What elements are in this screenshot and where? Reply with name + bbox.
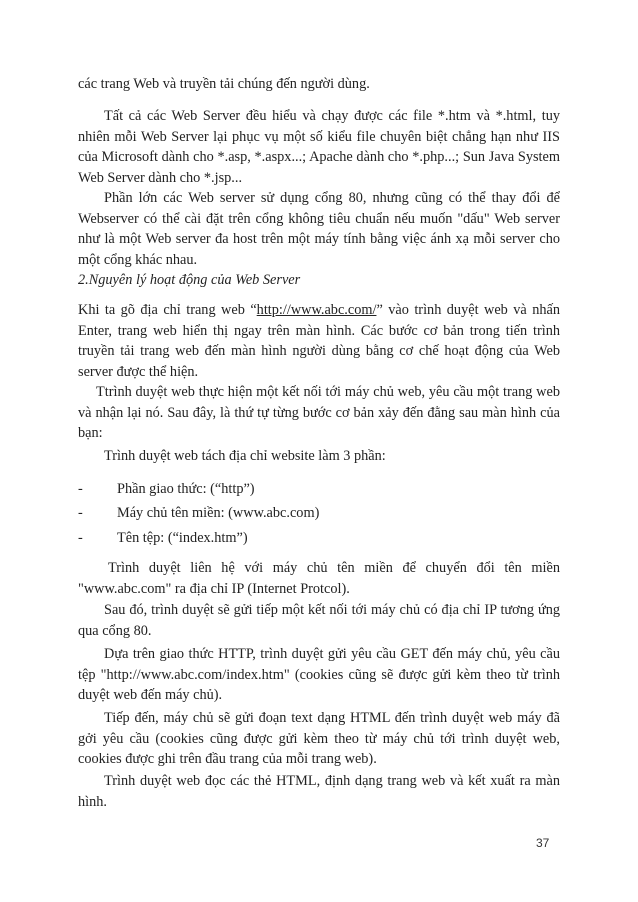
paragraph-text: các trang Web và truyền tải chúng đến người dùng. [78,76,370,92]
paragraph-text: Ttrình duyệt web thực hiện một kết nối tới máy chủ web, yêu cầu một trang web và nhận lại nó. Sau đây, là thứ tự từng bước cơ bản xảy đến đằng sau màn hình của bạn: [78,384,560,442]
paragraph-split-address [78,446,560,467]
bullet-text: Máy chủ tên miền: (www.abc.com) [117,505,320,521]
url-link[interactable]: http://www.abc.com/ [256,302,377,318]
bullet-text: Tên tệp: (“index.htm”) [117,530,248,546]
paragraph-text: Khi ta gõ địa chỉ trang web “ [78,302,257,318]
paragraph-text: Trình duyệt liên hệ với máy chủ tên miền để chuyển đổi tên miền "www.abc.com" ra địa chỉ IP (Internet Protcol). [78,560,560,597]
paragraph-http-get [78,644,560,706]
paragraph-browser-url [78,300,560,382]
paragraph-ip-connect [78,600,560,641]
paragraph-text: Trình duyệt web tách địa chỉ website làm 3 phần: [104,448,386,464]
paragraph-text: Tiếp đến, máy chủ sẽ gửi đoạn text dạng HTML đến trình duyệt web máy đã gởi yêu cầu (cookies cũng được gửi kèm theo từ máy chủ tới trình duyệt web, cookies được ghi trên đầu trang của mỗi trang web). [78,710,560,768]
bullet-text: Phần giao thức: (“http”) [117,481,255,497]
paragraph-render [78,771,560,812]
paragraph-text: Dựa trên giao thức HTTP, trình duyệt gửi yêu cầu GET đến máy chủ, yêu cầu tệp "http://www.abc.com/index.htm" (cookies cũng sẽ được gửi kèm theo từ trình duyệt web đến máy chủ). [78,646,560,704]
page-number: 37 [536,836,550,850]
paragraph-intro [78,74,560,95]
paragraph-text: Tất cả các Web Server đều hiểu và chạy được các file *.htm và *.html, tuy nhiên mỗi Web Server lại phục vụ một số kiểu file chuyên biệt chẳng hạn như IIS của Microsoft dành cho *.asp, *.aspx...; Apache dành cho *.php...; Sun Java System Web Server dành cho *.jsp... [78,108,560,186]
bullet-dash: - [78,505,83,521]
paragraph-text: Trình duyệt web đọc các thẻ HTML, định dạng trang web và kết xuất ra màn hình. [78,773,560,810]
paragraph-dns-lookup [78,558,560,599]
paragraph-port-80 [78,188,560,270]
paragraph-text: Phần lớn các Web server sử dụng cổng 80, nhưng cũng có thể thay đổi để Webserver có thể cài đặt trên cổng không tiêu chuẩn nếu muốn "dấu" Web server như là một Web server đa host trên một máy tính bằng việc ánh xạ mỗi server cho một cổng khác nhau. [78,190,560,268]
bullet-dash: - [78,481,83,497]
paragraph-server-response [78,708,560,770]
bullet-dash: - [78,530,83,546]
paragraph-file-types [78,106,560,188]
paragraph-text: ” vào trình duyệt web và nhấn Enter, trang web hiển thị ngay trên màn hình. Các bước cơ bản trong tiến trình truyền tải trang web đến màn hình người dùng bằng cơ chế hoạt động của Web server được thể hiện. [78,302,560,380]
section-heading: 2.Nguyên lý hoạt động của Web Server [78,272,301,288]
paragraph-text: Sau đó, trình duyệt sẽ gửi tiếp một kết nối tới máy chủ có địa chỉ IP tương ứng qua cổng 80. [78,602,560,639]
paragraph-browser-connect [78,382,560,444]
